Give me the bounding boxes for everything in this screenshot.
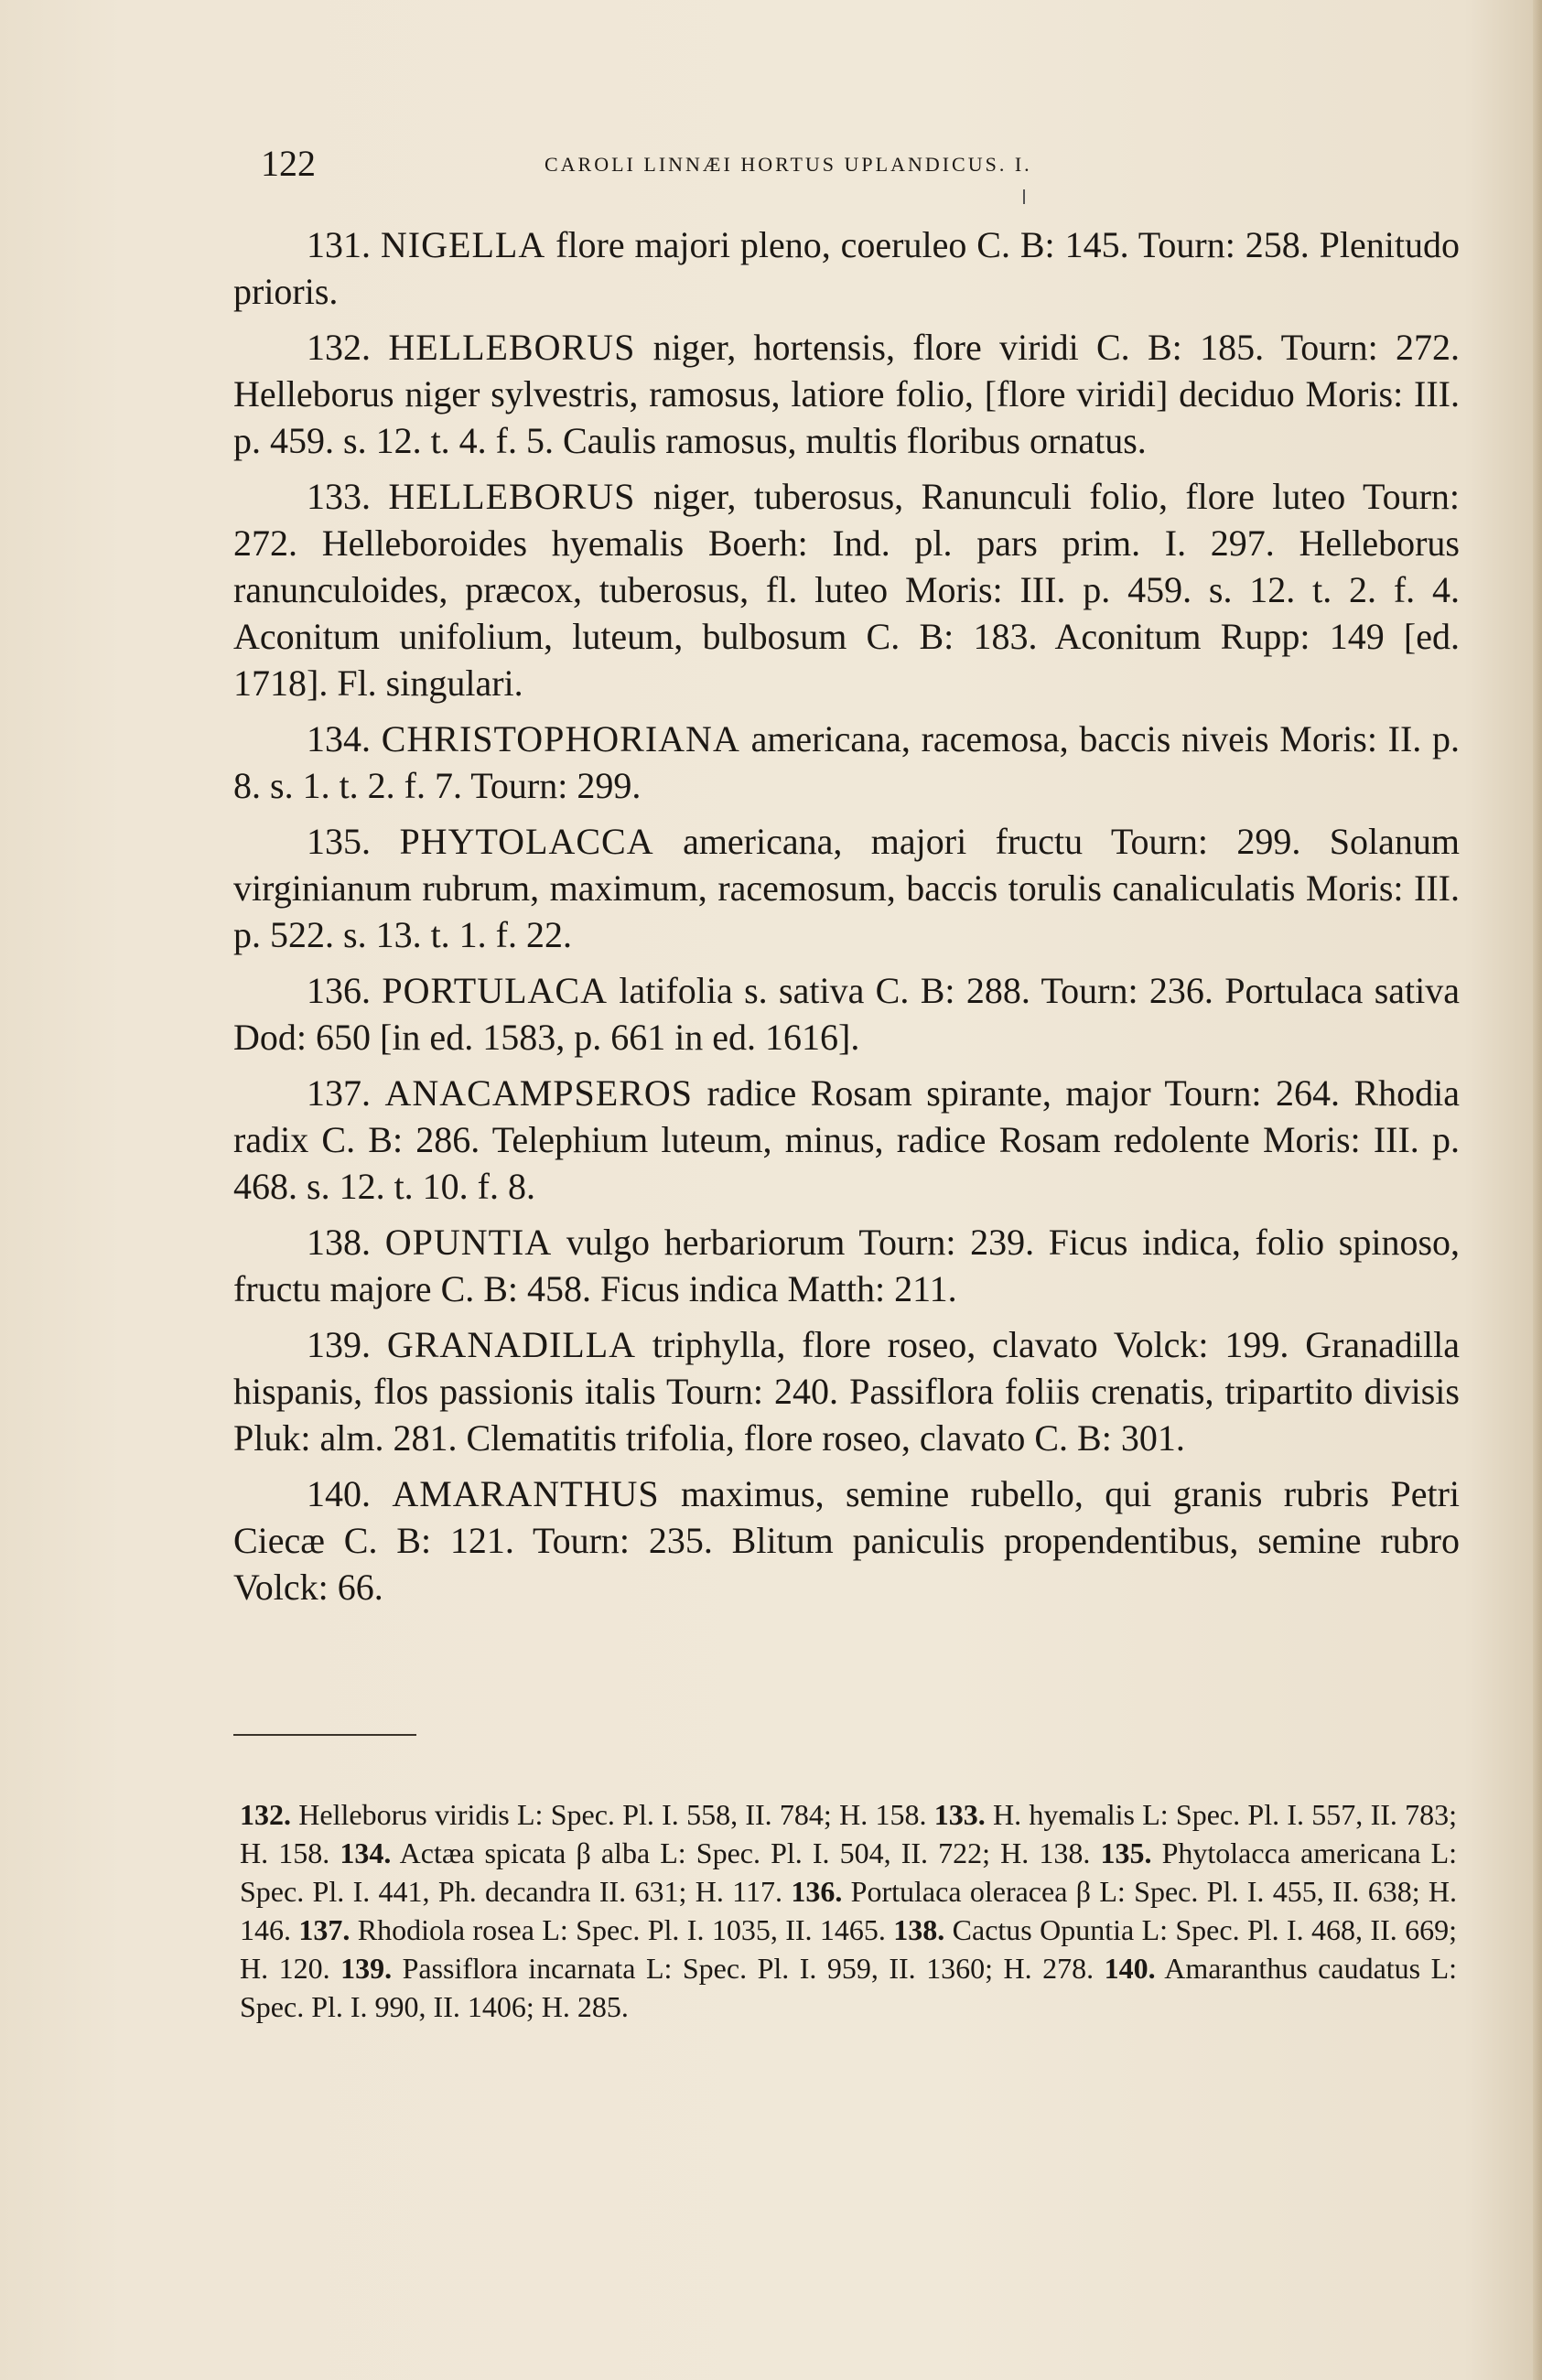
- footnote-text: Helleborus viridis L: Spec. Pl. I. 558, II. 784; H. 158.: [298, 1798, 927, 1831]
- entry-number: 133.: [307, 476, 371, 517]
- footnote-text: Amaranthus caudatus L: Spec. Pl. I. 990, II. 1406; H. 285.: [240, 1952, 1458, 2023]
- footnote-text: H. hyemalis L: Spec. Pl. I. 557, II. 783; H. 158.: [240, 1798, 1458, 1869]
- entry-genus: HELLEBORUS: [388, 476, 636, 517]
- footnote-text: Cactus Opuntia L: Spec. Pl. I. 468, II. 669; H. 120.: [240, 1913, 1458, 1985]
- footnote-rule: [233, 1734, 416, 1736]
- entry-number: 135.: [307, 821, 371, 862]
- entry-text: americana, racemosa, baccis niveis Moris: II. p. 8. s. 1. t. 2. f. 7. Tourn: 299.: [233, 718, 1461, 806]
- footnote-number: 139.: [340, 1952, 393, 1985]
- entry-135: [233, 818, 1460, 958]
- entry-genus: NIGELLA: [380, 224, 546, 265]
- running-title: CAROLI LINNÆI HORTUS UPLANDICUS. I.: [545, 153, 1032, 176]
- footnote-text: Actæa spicata β alba L: Spec. Pl. I. 504, II. 722; H. 138.: [399, 1836, 1091, 1869]
- entry-136: [233, 967, 1460, 1061]
- entry-text: vulgo herbariorum Tourn: 239. Ficus indica, folio spinoso, fructu majore C. B: 458. Ficus indica Matth: 211.: [233, 1222, 1461, 1309]
- entry-text: niger, tuberosus, Ranunculi folio, flore luteo Tourn: 272. Helleboroides hyemalis Boerh: Ind. pl. pars prim. I. 297. Helleborus ranunculoides, præcox, tuberosus, fl. luteo Moris: III. p. 459. s. 12. t. 2. f. 4. Aconitum unifolium, luteum, bulbosum C. B: 183. Aconitum Rupp: 149 [ed. 1718]. Fl. singulari.: [233, 476, 1461, 704]
- entry-134: [233, 716, 1460, 809]
- footnote-text: Rhodiola rosea L: Spec. Pl. I. 1035, II. 1465.: [357, 1913, 886, 1946]
- entry-genus: PHYTOLACCA: [399, 821, 654, 862]
- margin-mark: [1023, 189, 1025, 204]
- entry-number: 136.: [307, 970, 371, 1011]
- page-header: [261, 142, 1487, 197]
- entry-genus: CHRISTOPHORIANA: [381, 718, 740, 759]
- entry-number: 137.: [307, 1072, 371, 1114]
- entry-number: 132.: [307, 327, 371, 368]
- entry-genus: ANACAMPSEROS: [384, 1072, 694, 1114]
- page-number: 122: [261, 143, 316, 184]
- entry-text: niger, hortensis, flore viridi C. B: 185. Tourn: 272. Helleborus niger sylvestris, ramosus, latiore folio, [flore viridi] deciduo Moris: III. p. 459. s. 12. t. 4. f. 5. Caulis ramosus, multis floribus ornatus.: [233, 327, 1461, 461]
- entry-text: latifolia s. sativa C. B: 288. Tourn: 236. Portulaca sativa Dod: 650 [in ed. 1583, p. 661 in ed. 1616].: [233, 970, 1460, 1058]
- footnotes: [240, 1795, 1457, 2026]
- footnote-number: 137.: [298, 1913, 350, 1946]
- entry-genus: OPUNTIA: [384, 1222, 553, 1263]
- entry-138: [233, 1219, 1460, 1312]
- entry-140: [233, 1470, 1460, 1610]
- entry-text: radice Rosam spirante, major Tourn: 264. Rhodia radix C. B: 286. Telephium luteum, minus, radice Rosam redolente Moris: III. p. 468. s. 12. t. 10. f. 8.: [233, 1072, 1460, 1207]
- entry-text: maximus, semine rubello, qui granis rubris Petri Ciecæ C. B: 121. Tourn: 235. Blitum paniculis propendentibus, semine rubro Volck: 66.: [233, 1473, 1460, 1608]
- page-edge: [1533, 0, 1542, 2380]
- footnote-number: 132.: [240, 1798, 291, 1831]
- entry-number: 131.: [307, 224, 371, 265]
- entry-genus: GRANADILLA: [386, 1324, 637, 1365]
- entry-text: americana, majori fructu Tourn: 299. Solanum virginianum rubrum, maximum, racemosum, baccis torulis canaliculatis Moris: III. p. 522. s. 13. t. 1. f. 22.: [233, 821, 1461, 955]
- entry-139: [233, 1321, 1460, 1461]
- footnote-number: 133.: [933, 1798, 986, 1831]
- entry-137: [233, 1070, 1460, 1210]
- footnote-number: 138.: [893, 1913, 945, 1946]
- entry-number: 138.: [307, 1222, 371, 1263]
- footnote-number: 140.: [1104, 1952, 1156, 1985]
- entry-genus: AMARANTHUS: [392, 1473, 660, 1514]
- footnote-text: Passiflora incarnata L: Spec. Pl. I. 959, II. 1360; H. 278.: [402, 1952, 1094, 1985]
- entry-131: [233, 221, 1460, 315]
- entry-number: 140.: [307, 1473, 371, 1514]
- entry-number: 139.: [307, 1324, 371, 1365]
- footnote-number: 134.: [340, 1836, 392, 1869]
- footnote-number: 136.: [791, 1875, 843, 1908]
- entry-genus: HELLEBORUS: [388, 327, 636, 368]
- footnote-number: 135.: [1100, 1836, 1152, 1869]
- footnote-text: Phytolacca americana L: Spec. Pl. I. 441, Ph. decandra II. 631; H. 117.: [240, 1836, 1458, 1908]
- entry-number: 134.: [307, 718, 371, 759]
- entry-132: [233, 324, 1460, 464]
- entry-genus: PORTULACA: [382, 970, 608, 1011]
- entry-133: [233, 473, 1460, 706]
- entry-text: flore majori pleno, coeruleo C. B: 145. Tourn: 258. Plenitudo prioris.: [233, 224, 1461, 312]
- main-text: [233, 221, 1460, 1620]
- footnote-text: Portulaca oleracea β L: Spec. Pl. I. 455, II. 638; H. 146.: [240, 1875, 1458, 1946]
- entry-text: triphylla, flore roseo, clavato Volck: 199. Granadilla hispanis, flos passionis italis Tourn: 240. Passiflora foliis crenatis, tripartito divisis Pluk: alm. 281. Clematitis trifolia, flore roseo, clavato C. B: 301.: [233, 1324, 1460, 1459]
